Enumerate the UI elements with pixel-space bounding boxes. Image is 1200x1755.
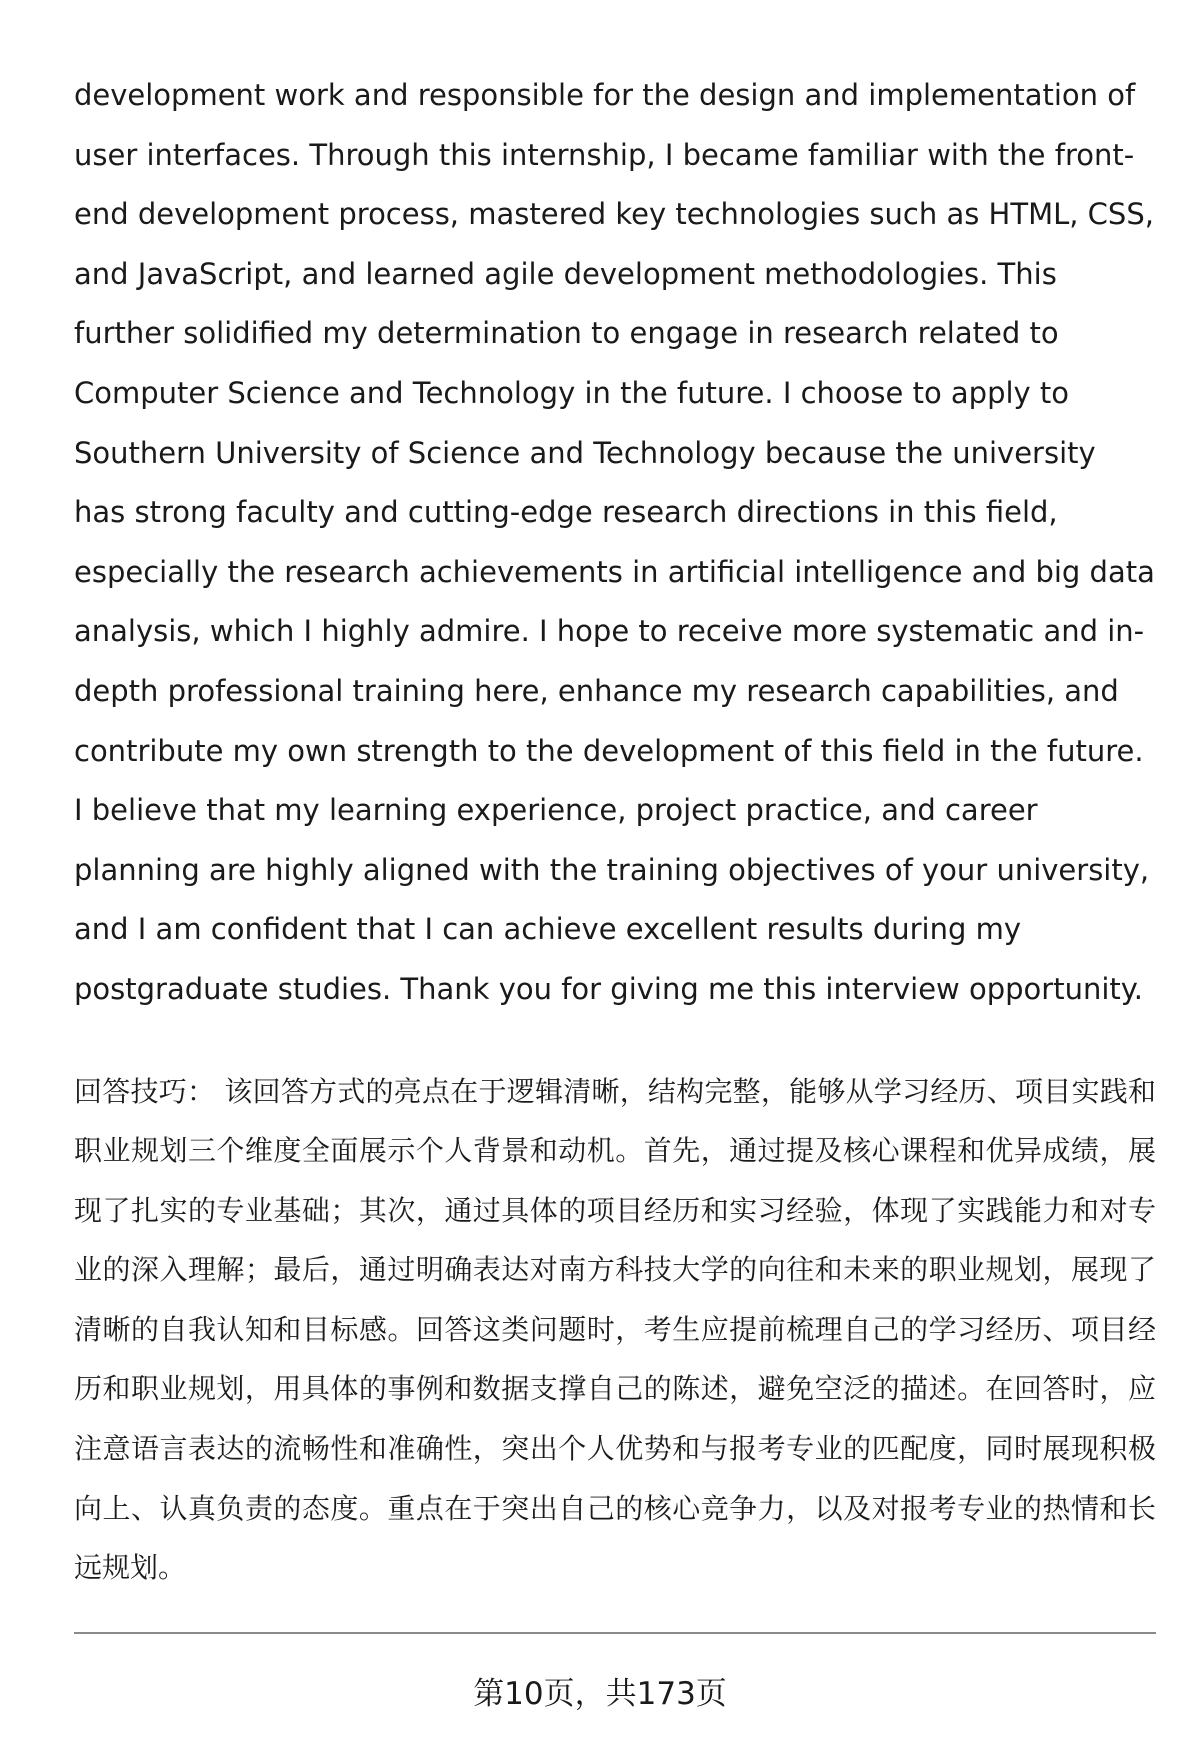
page-content xyxy=(74,66,1156,1598)
answer-paragraph: development work and responsible for the design and implementation of user interfaces. Through this internship, I became familiar with the front-end development process, mastered key technologies such as HTML, CSS, and JavaScript, and learned agile development methodologies. This further solidified my determination to engage in research related to Computer Science and Technology in the future. I choose to apply to Southern University of Science and Technology because the university has strong faculty and cutting-edge research directions in this field, especially the research achievements in artificial intelligence and big data analysis, which I highly admire. I hope to receive more systematic and in-depth professional training here, enhance my research capabilities, and contribute my own strength to the development of this field in the future. I believe that my learning experience, project practice, and career planning are highly aligned with the training objectives of your university, and I am confident that I can achieve excellent results during my postgraduate studies. Thank you for giving me this interview opportunity. xyxy=(74,78,1155,1006)
answer-tips-paragraph: 回答技巧： 该回答方式的亮点在于逻辑清晰，结构完整，能够从学习经历、项目实践和职业规划三个维度全面展示个人背景和动机。首先，通过提及核心课程和优异成绩，展现了扎实的专业基础；其次，通过具体的项目经历和实习经验，体现了实践能力和对专业的深入理解；最后，通过明确表达对南方科技大学的向往和未来的职业规划，展现了清晰的自我认知和目标感。回答这类问题时，考生应提前梳理自己的学习经历、项目经历和职业规划，用具体的事例和数据支撑自己的陈述，避免空泛的描述。在回答时，应注意语言表达的流畅性和准确性，突出个人优势和与报考专业的匹配度，同时展现积极向上、认真负责的态度。重点在于突出自己的核心竞争力，以及对报考专业的热情和长远规划。 xyxy=(74,1074,1156,1585)
footer-divider xyxy=(74,1632,1156,1634)
page-number: 第10页，共173页 xyxy=(473,1676,727,1712)
